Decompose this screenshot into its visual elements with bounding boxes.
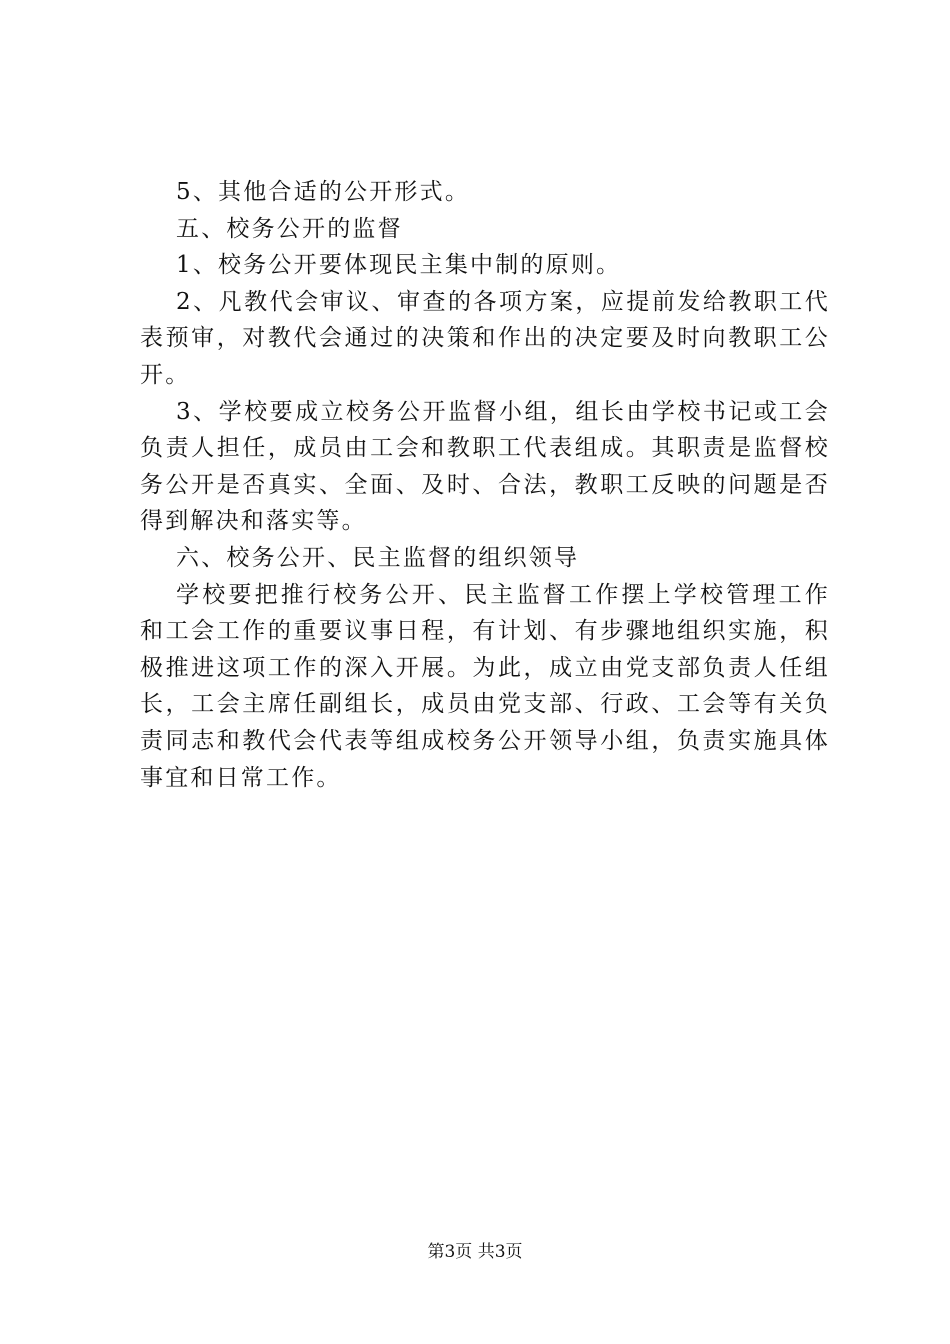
paragraph-congress-review: 2、凡教代会审议、审查的各项方案，应提前发给教职工代表预审，对教代会通过的决策和作出的决定要及时向教职工公开。 <box>140 288 830 388</box>
section-heading-supervision: 五、校务公开的监督 <box>176 215 403 242</box>
page-number-footer: 第3页 共3页 <box>427 1242 523 1262</box>
section-heading-leadership: 六、校务公开、民主监督的组织领导 <box>176 544 580 571</box>
paragraph-democratic-centralism: 1、校务公开要体现民主集中制的原则。 <box>176 252 622 279</box>
paragraph-other-forms: 5、其他合适的公开形式。 <box>176 179 471 205</box>
document-body <box>140 174 830 796</box>
paragraph-leadership-group: 学校要把推行校务公开、民主监督工作摆上学校管理工作和工会工作的重要议事日程，有计划、有步骤地组织实施，积极推进这项工作的深入开展。为此，成立由党支部负责人任组长，工会主席任副组长，成员由党支部、行政、工会等有关负责同志和教代会代表等组成校务公开领导小组，负责实施具体事宜和日常工作。 <box>140 581 830 791</box>
paragraph-supervision-group: 3、学校要成立校务公开监督小组，组长由学校书记或工会负责人担任，成员由工会和教职工代表组成。其职责是监督校务公开是否真实、全面、及时、合法，教职工反映的问题是否得到解决和落实等。 <box>140 398 830 535</box>
